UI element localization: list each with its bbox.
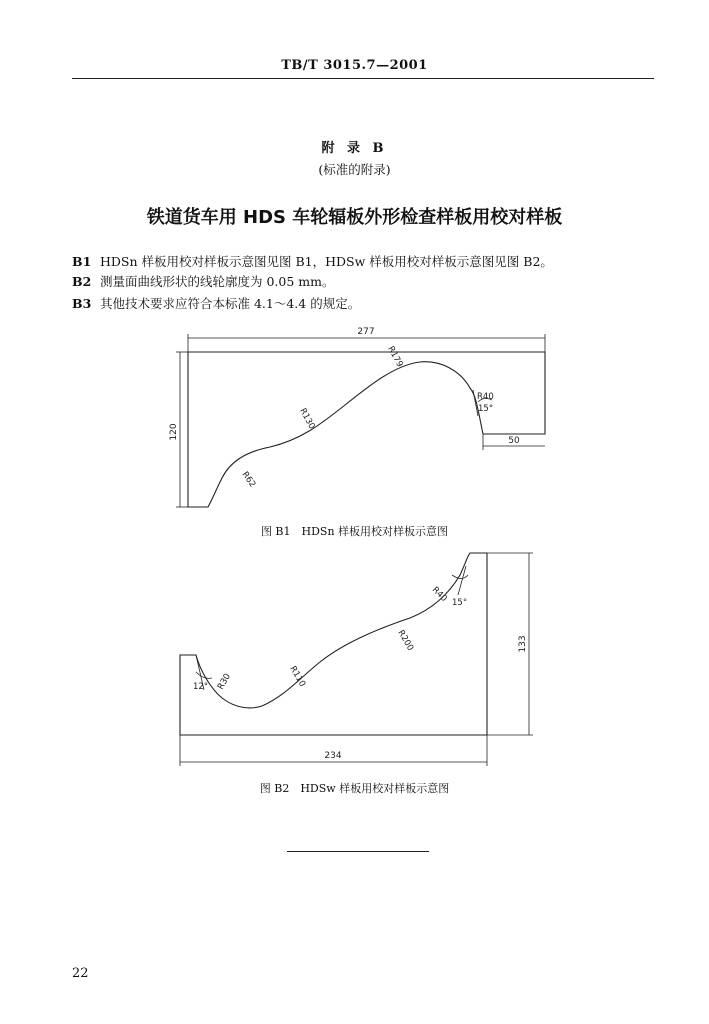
- b1-radius-top: R179: [385, 344, 405, 369]
- b1-radius-mid: R130: [297, 406, 317, 431]
- b2-angle-left: 12°: [193, 682, 209, 692]
- b2-height-dim: 133: [518, 635, 528, 653]
- b1-radius-left: R62: [239, 469, 258, 490]
- clause-text: 测量面曲线形状的线轮廓度为 0.05 mm。: [100, 274, 335, 289]
- clause-number: B2: [72, 274, 92, 289]
- b2-radius-mid-low: R110: [287, 664, 308, 689]
- b2-angle-right: 15°: [452, 598, 468, 608]
- b2-radius-left: R30: [215, 672, 233, 692]
- b2-radius-right: R40: [429, 585, 449, 604]
- b2-width-dim: 234: [324, 751, 342, 761]
- page-number: 22: [72, 966, 89, 981]
- annex-title: 铁道货车用 HDS 车轮辐板外形检查样板用校对样板: [146, 207, 563, 228]
- figure-b1-caption: 图 B1 HDSn 样板用校对样板示意图: [260, 525, 449, 538]
- figure-b2-caption: 图 B2 HDSw 样板用校对样板示意图: [259, 782, 450, 795]
- b2-radius-mid-high: R200: [395, 628, 416, 653]
- clause-text: HDSn 样板用校对样板示意图见图 B1，HDSw 样板用校对样板示意图见图 B2。: [100, 254, 553, 269]
- b2-outline: [180, 553, 487, 735]
- b1-angle: 15°: [478, 404, 494, 414]
- clause-number: B3: [72, 296, 92, 311]
- b1-height-dim: 120: [169, 423, 179, 441]
- annex-type: (标准的附录): [318, 162, 391, 177]
- annex-label: 附 录 B: [321, 141, 388, 156]
- b1-radius-right: R40: [477, 392, 494, 402]
- clause-number: B1: [72, 254, 92, 269]
- end-rule: [287, 851, 429, 852]
- b1-step-dim: 50: [508, 436, 520, 446]
- b1-width-dim: 277: [357, 327, 375, 337]
- standard-number-header: TB/T 3015.7—2001: [281, 58, 428, 73]
- clause-text: 其他技术要求应符合本标准 4.1～4.4 的规定。: [100, 296, 361, 311]
